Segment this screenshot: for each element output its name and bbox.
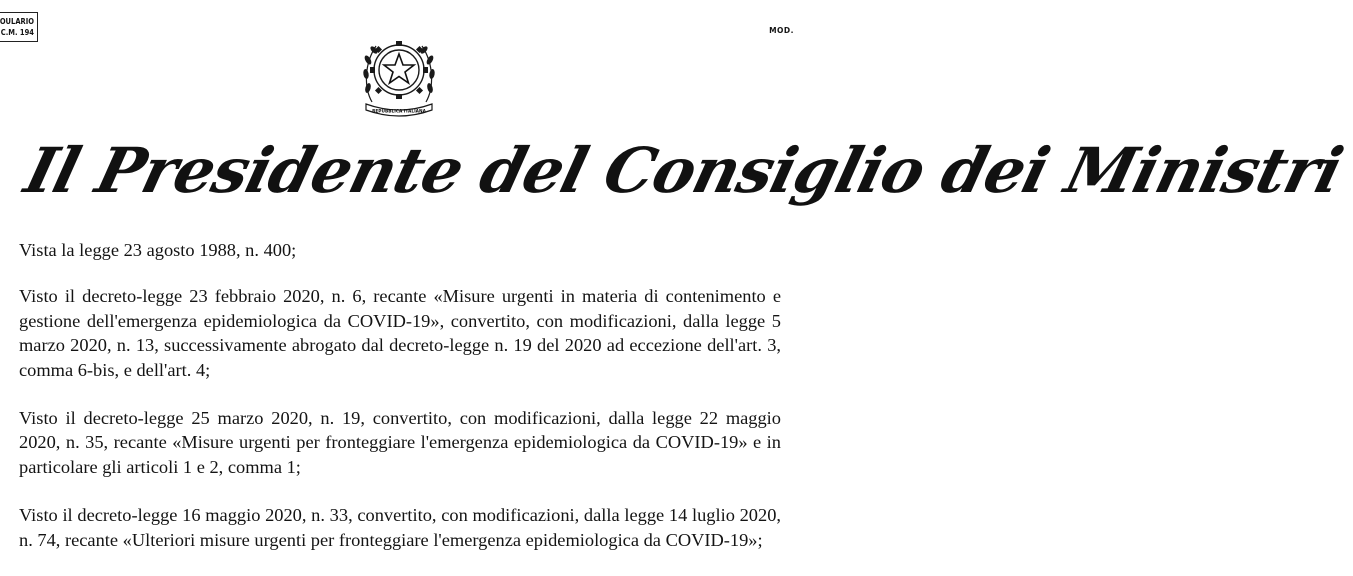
italian-republic-emblem-icon	[356, 30, 442, 122]
paragraph-4: Visto il decreto-legge 16 maggio 2020, n. 33, convertito, con modificazioni, dalla legge 14 luglio 2020, n. 74, recante «Ulteriori misure urgenti per fronteggiare l'emergenza epidemiologica da COVID-19»;	[19, 505, 781, 550]
form-code-line-2: C.M. 194	[0, 28, 34, 37]
page-title: Il Presidente del Consiglio dei Ministri	[17, 134, 1350, 207]
form-code-box	[0, 12, 38, 42]
document-body	[19, 238, 781, 576]
paragraph-2: Visto il decreto-legge 23 febbraio 2020, n. 6, recante «Misure urgenti in materia di contenimento e gestione dell'emergenza epidemiologica da COVID-19», convertito, con modificazioni, dalla legge 5 marzo 2020, n. 13, successivamente abrogato dal decreto-legge n. 19 del 2020 ad eccezione dell'art. 3, comma 6-bis, e dell'art. 4;	[19, 286, 781, 380]
emblem-caption: REPUBBLICA ITALIANA	[372, 109, 426, 115]
form-code-line-1: OULARIO	[0, 17, 34, 26]
paragraph-3: Visto il decreto-legge 25 marzo 2020, n. 19, convertito, con modificazioni, dalla legge 22 maggio 2020, n. 35, recante «Misure urgenti per fronteggiare l'emergenza epidemiologica da COVID-19» e in particolare gli articoli 1 e 2, comma 1;	[19, 408, 781, 477]
mod-label: MOD.	[769, 26, 794, 35]
paragraph-1: Vista la legge 23 agosto 1988, n. 400;	[19, 240, 297, 260]
